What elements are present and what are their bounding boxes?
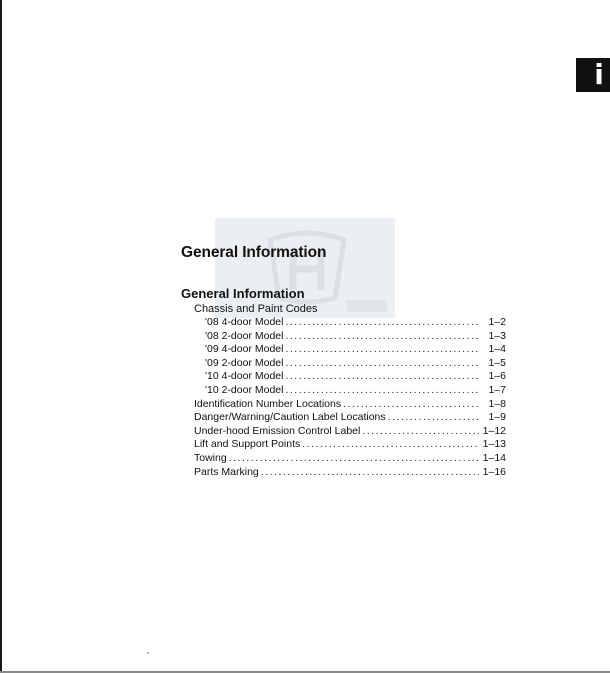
section-tab: [576, 58, 610, 92]
toc-entry-page: 1–14: [482, 452, 506, 464]
toc-entry-page: 1–5: [488, 356, 506, 369]
toc-entry[interactable]: [205, 370, 506, 383]
toc-leader-dots: [302, 438, 479, 451]
toc-entry-page: 1–2: [488, 316, 506, 328]
toc-entry-title: '10 4-door Model: [205, 370, 284, 383]
toc-leader-dots: [285, 316, 479, 329]
toc-leader-dots: [285, 357, 479, 370]
toc-entry[interactable]: [194, 466, 506, 479]
toc-leader-dots: [362, 425, 479, 438]
toc-entry-page: 1–16: [482, 465, 506, 478]
toc-leader-dots: [343, 398, 479, 411]
toc-leader-dots: [388, 411, 479, 424]
toc-leader-dots: [261, 466, 479, 479]
toc-entry-page: 1–7: [488, 384, 506, 396]
toc-leader-dots: [285, 343, 479, 356]
toc-entry[interactable]: [205, 343, 506, 356]
toc-entry-title: '09 2-door Model: [205, 356, 284, 369]
toc-leader-dots: [285, 330, 479, 343]
section-tab-letter: i: [594, 58, 604, 91]
toc-subheading: Chassis and Paint Codes: [194, 303, 318, 315]
page-speck: [147, 652, 149, 654]
toc-entry-title: Towing: [194, 452, 227, 464]
toc-entry-page: 1–8: [488, 397, 506, 410]
toc-leader-dots: [229, 452, 479, 465]
toc-entry-page: 1–4: [488, 343, 506, 356]
toc-entry-title: Identification Number Locations: [194, 397, 342, 410]
toc-entry[interactable]: [194, 438, 506, 451]
toc-entry-title: '10 2-door Model: [205, 384, 284, 396]
toc-entry-page: 1–13: [482, 438, 506, 451]
toc-entry[interactable]: [194, 398, 506, 411]
toc-entry-title: '08 2-door Model: [205, 329, 284, 342]
toc-entry-title: Lift and Support Points: [194, 438, 301, 451]
toc-entry[interactable]: [205, 357, 506, 370]
toc-entry-page: 1–9: [488, 411, 506, 424]
toc-entry-title: '09 4-door Model: [205, 343, 284, 356]
toc-entry[interactable]: [205, 384, 506, 397]
toc-entry[interactable]: [205, 330, 506, 343]
toc-entry-title: Danger/Warning/Caution Label Locations: [194, 411, 386, 424]
toc-entry[interactable]: [205, 316, 506, 329]
section-title: General Information: [181, 286, 305, 301]
toc-entry-title: Parts Marking: [194, 465, 259, 478]
page-left-edge: [0, 0, 2, 673]
toc-entry-page: 1–6: [488, 370, 506, 383]
page-title: General Information: [181, 244, 327, 261]
toc-leader-dots: [285, 370, 479, 383]
toc-leader-dots: [285, 384, 479, 397]
toc-entry-title: Under-hood Emission Control Label: [194, 424, 361, 437]
toc-entry[interactable]: [194, 452, 506, 465]
toc-entry[interactable]: [194, 425, 506, 438]
toc-entry-page: 1–12: [482, 424, 506, 437]
toc-entry[interactable]: [194, 411, 506, 424]
toc-entry-page: 1–3: [488, 329, 506, 342]
toc-entry-title: '08 4-door Model: [205, 316, 284, 328]
